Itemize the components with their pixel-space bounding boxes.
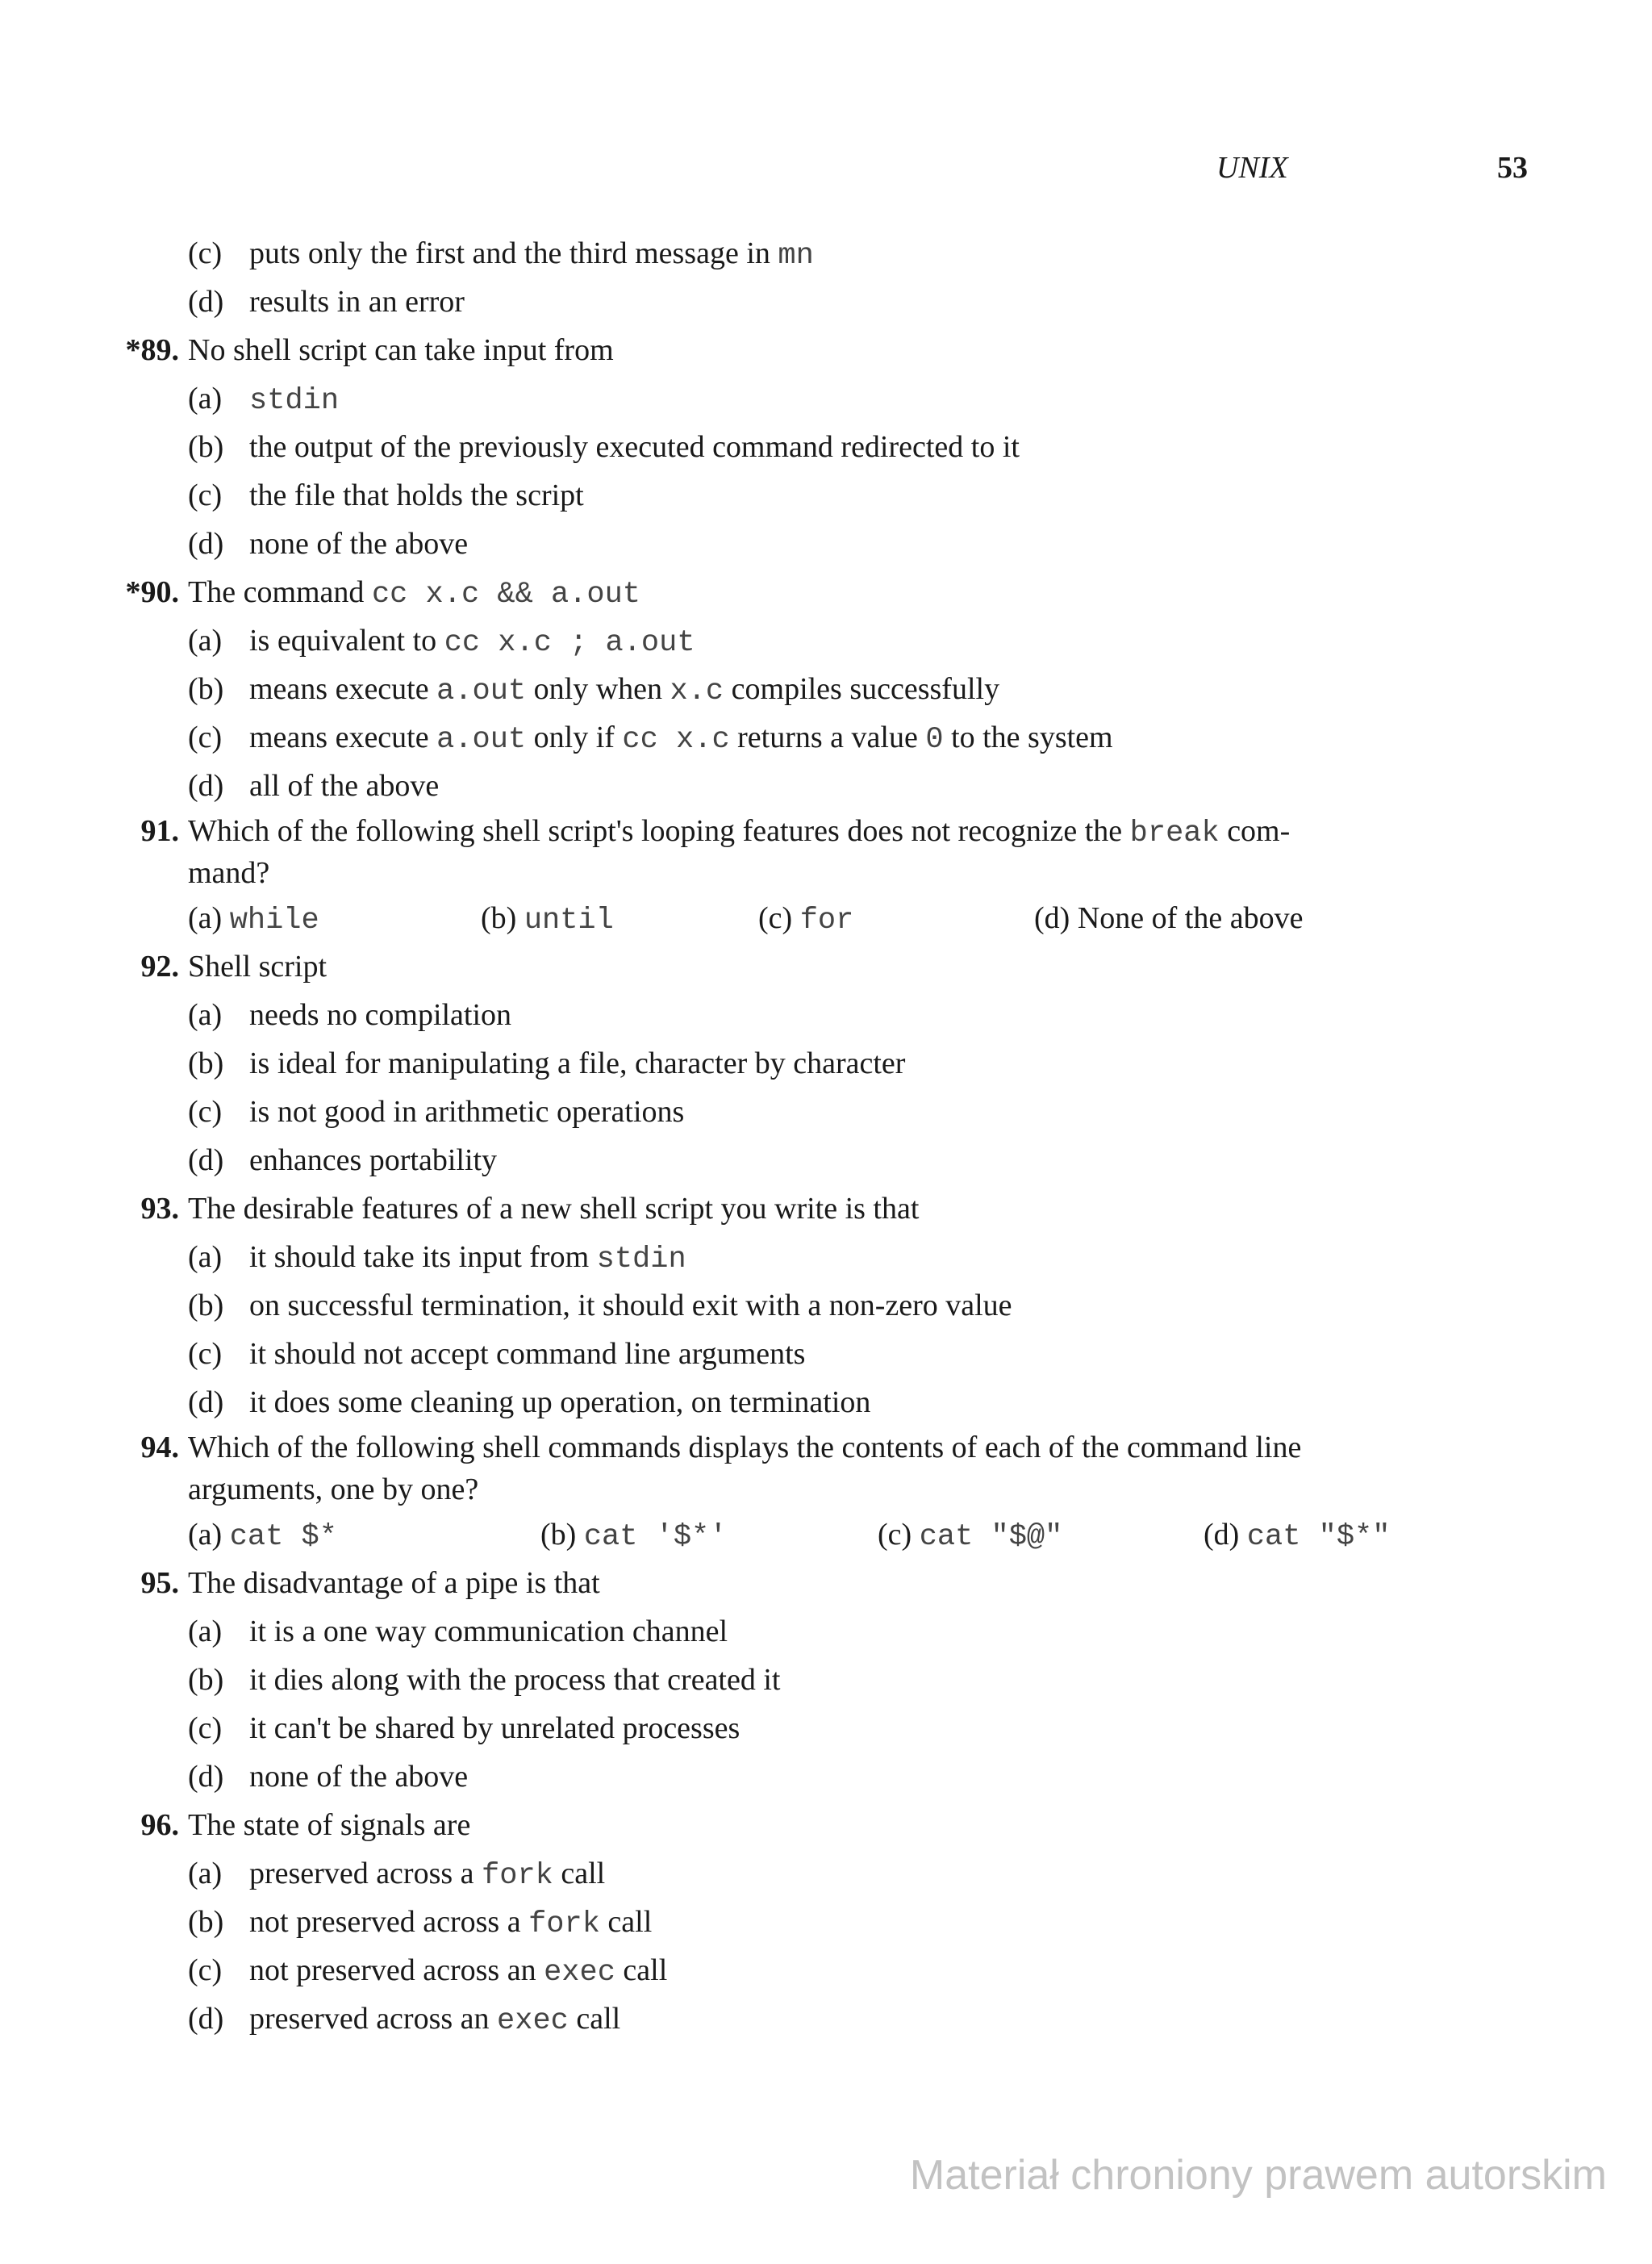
- question-row: [0, 1801, 1652, 1849]
- option-label: (d): [188, 1143, 224, 1177]
- question-text: Shell script: [188, 950, 327, 984]
- option-text: it dies along with the process that created it: [249, 1663, 781, 1697]
- option-row: [0, 1946, 1652, 1995]
- option-label: (d): [188, 769, 224, 803]
- page-number: 53: [1497, 151, 1528, 185]
- option-row: [0, 1281, 1652, 1330]
- option-label: (a): [188, 1857, 223, 1890]
- option-text: means execute: [249, 672, 437, 706]
- option-label: (d): [188, 527, 224, 561]
- option-code: cc x.c ; a.out: [444, 626, 695, 660]
- question-number: 92.: [140, 950, 179, 984]
- option-code: stdin: [249, 384, 340, 418]
- option-label: (a): [188, 624, 223, 658]
- option-row: [0, 665, 1652, 713]
- option-code: a.out: [436, 723, 527, 757]
- option-label: (b): [188, 1663, 224, 1697]
- option-label: (d): [1204, 1518, 1240, 1552]
- option-code: until: [524, 904, 614, 938]
- question-number: *89.: [125, 333, 179, 367]
- option-text: enhances portability: [249, 1143, 498, 1177]
- option-row: [0, 1378, 1652, 1426]
- option-label: (c): [188, 721, 223, 754]
- question-text: No shell script can take input from: [188, 333, 614, 367]
- option-text: None of the above: [1077, 901, 1304, 935]
- option-code: stdin: [596, 1243, 686, 1276]
- question-row-continued: [0, 1468, 1652, 1510]
- question-number: 91.: [140, 814, 179, 848]
- option-text: preserved across a: [249, 1857, 482, 1890]
- option-label: (b): [188, 1046, 224, 1080]
- option-code: cat '$*': [583, 1520, 728, 1554]
- question-number: 93.: [140, 1192, 179, 1226]
- option-code: cc x.c: [622, 723, 730, 757]
- question-row: [0, 942, 1652, 991]
- option-row: [0, 1233, 1652, 1281]
- option-row: [0, 423, 1652, 471]
- option-text: means execute: [249, 721, 437, 754]
- option-code: x.c: [670, 675, 724, 708]
- option-text: not preserved across a: [249, 1905, 529, 1939]
- option-row: [0, 1330, 1652, 1378]
- question-row-continued: [0, 852, 1652, 894]
- option-label: (c): [188, 478, 223, 512]
- question-number: 94.: [140, 1431, 179, 1464]
- option-text: puts only the first and the third message in: [249, 236, 778, 270]
- option-text: is not good in arithmetic operations: [249, 1095, 685, 1129]
- option-text: call: [615, 1953, 668, 1987]
- option-label: (c): [878, 1518, 912, 1552]
- option-text: none of the above: [249, 527, 469, 561]
- option-text: on successful termination, it should exit with a non-zero value: [249, 1289, 1012, 1322]
- option-label: (a): [188, 1518, 223, 1552]
- option-code: for: [799, 904, 854, 938]
- page-header: [0, 150, 1652, 198]
- option-row-inline: [0, 1510, 1652, 1559]
- question-text: The state of signals are: [188, 1808, 471, 1842]
- option-text: none of the above: [249, 1760, 469, 1794]
- option-label: (b): [188, 672, 224, 706]
- option-label: (c): [758, 901, 793, 935]
- option-label: (d): [1034, 901, 1070, 935]
- option-text: the output of the previously executed command redirected to it: [249, 430, 1020, 464]
- option-label: (b): [481, 901, 517, 935]
- option-row: [0, 229, 1652, 278]
- option-row: [0, 520, 1652, 568]
- question-text: The disadvantage of a pipe is that: [188, 1566, 600, 1600]
- option-text: it should not accept command line arguments: [249, 1337, 806, 1371]
- option-text: not preserved across an: [249, 1953, 544, 1987]
- option-label: (d): [188, 2002, 224, 2036]
- question-number: 96.: [140, 1808, 179, 1842]
- option-text: call: [599, 1905, 653, 1939]
- question-row: [0, 810, 1652, 852]
- option-row: [0, 1704, 1652, 1752]
- option-label: (c): [188, 1711, 223, 1745]
- option-label: (c): [188, 1953, 223, 1987]
- question-text: Which of the following shell commands displays the contents of each of the command line: [188, 1431, 1302, 1464]
- question-row: [0, 1559, 1652, 1607]
- option-text: is ideal for manipulating a file, character by character: [249, 1046, 906, 1080]
- option-row: [0, 762, 1652, 810]
- option-row: [0, 1656, 1652, 1704]
- option-code: fork: [528, 1907, 600, 1941]
- option-text: results in an error: [249, 285, 465, 319]
- question-row: [0, 568, 1652, 616]
- option-row: [0, 1995, 1652, 2043]
- option-row: [0, 1752, 1652, 1801]
- option-row-inline: [0, 894, 1652, 942]
- option-code: cat "$@": [919, 1520, 1063, 1554]
- question-text: The command: [188, 575, 372, 609]
- option-text: to the system: [943, 721, 1113, 754]
- question-text: The desirable features of a new shell script you write is that: [188, 1192, 920, 1226]
- option-label: (a): [188, 382, 223, 416]
- option-code: cat "$*": [1246, 1520, 1391, 1554]
- option-label: (d): [188, 1760, 224, 1794]
- option-code: mn: [778, 239, 814, 273]
- option-text: needs no compilation: [249, 998, 512, 1032]
- option-text: compiles successfully: [724, 672, 1000, 706]
- question-code: cc x.c && a.out: [371, 578, 640, 612]
- option-label: (a): [188, 1614, 223, 1648]
- option-text: returns a value: [729, 721, 926, 754]
- question-text: mand?: [188, 856, 270, 890]
- option-text: call: [568, 2002, 621, 2036]
- option-label: (b): [188, 430, 224, 464]
- running-head: UNIX: [1216, 151, 1288, 185]
- option-row: [0, 1607, 1652, 1656]
- option-label: (c): [188, 236, 223, 270]
- option-code: exec: [497, 2004, 569, 2038]
- option-text: only if: [526, 721, 623, 754]
- option-row: [0, 616, 1652, 665]
- option-row: [0, 1898, 1652, 1946]
- option-label: (d): [188, 285, 224, 319]
- option-text: only when: [526, 672, 670, 706]
- question-number: *90.: [125, 575, 179, 609]
- option-text: it should take its input from: [249, 1240, 597, 1274]
- option-code: exec: [544, 1956, 615, 1990]
- option-code: 0: [925, 723, 944, 757]
- option-row: [0, 471, 1652, 520]
- copyright-watermark: Materiał chroniony prawem autorskim: [909, 2152, 1607, 2199]
- option-label: (b): [188, 1289, 224, 1322]
- option-text: call: [553, 1857, 606, 1890]
- option-code: while: [229, 904, 319, 938]
- option-row: [0, 374, 1652, 423]
- option-label: (c): [188, 1337, 223, 1371]
- question-row: [0, 326, 1652, 374]
- option-row: [0, 1849, 1652, 1898]
- question-row: [0, 1184, 1652, 1233]
- question-text: arguments, one by one?: [188, 1472, 479, 1506]
- option-label: (a): [188, 1240, 223, 1274]
- question-number: 95.: [140, 1566, 179, 1600]
- option-text: all of the above: [249, 769, 440, 803]
- option-label: (a): [188, 901, 223, 935]
- option-text: it does some cleaning up operation, on termination: [249, 1385, 871, 1419]
- option-label: (b): [188, 1905, 224, 1939]
- option-row: [0, 991, 1652, 1039]
- option-label: (d): [188, 1385, 224, 1419]
- option-row: [0, 713, 1652, 762]
- option-row: [0, 1088, 1652, 1136]
- option-text: is equivalent to: [249, 624, 444, 658]
- option-label: (c): [188, 1095, 223, 1129]
- option-code: fork: [482, 1859, 553, 1893]
- option-code: a.out: [436, 675, 527, 708]
- option-row: [0, 1039, 1652, 1088]
- option-text: preserved across an: [249, 2002, 498, 2036]
- question-text: com-: [1219, 814, 1291, 848]
- question-code: break: [1129, 817, 1220, 850]
- option-text: the file that holds the script: [249, 478, 584, 512]
- question-list: [0, 229, 1652, 2043]
- option-label: (a): [188, 998, 223, 1032]
- option-row: [0, 278, 1652, 326]
- option-label: (b): [540, 1518, 577, 1552]
- option-row: [0, 1136, 1652, 1184]
- question-text: Which of the following shell script's looping features does not recognize the: [188, 814, 1130, 848]
- question-row: [0, 1426, 1652, 1468]
- option-text: it can't be shared by unrelated processes: [249, 1711, 740, 1745]
- option-code: cat $*: [229, 1520, 337, 1554]
- option-text: it is a one way communication channel: [249, 1614, 728, 1648]
